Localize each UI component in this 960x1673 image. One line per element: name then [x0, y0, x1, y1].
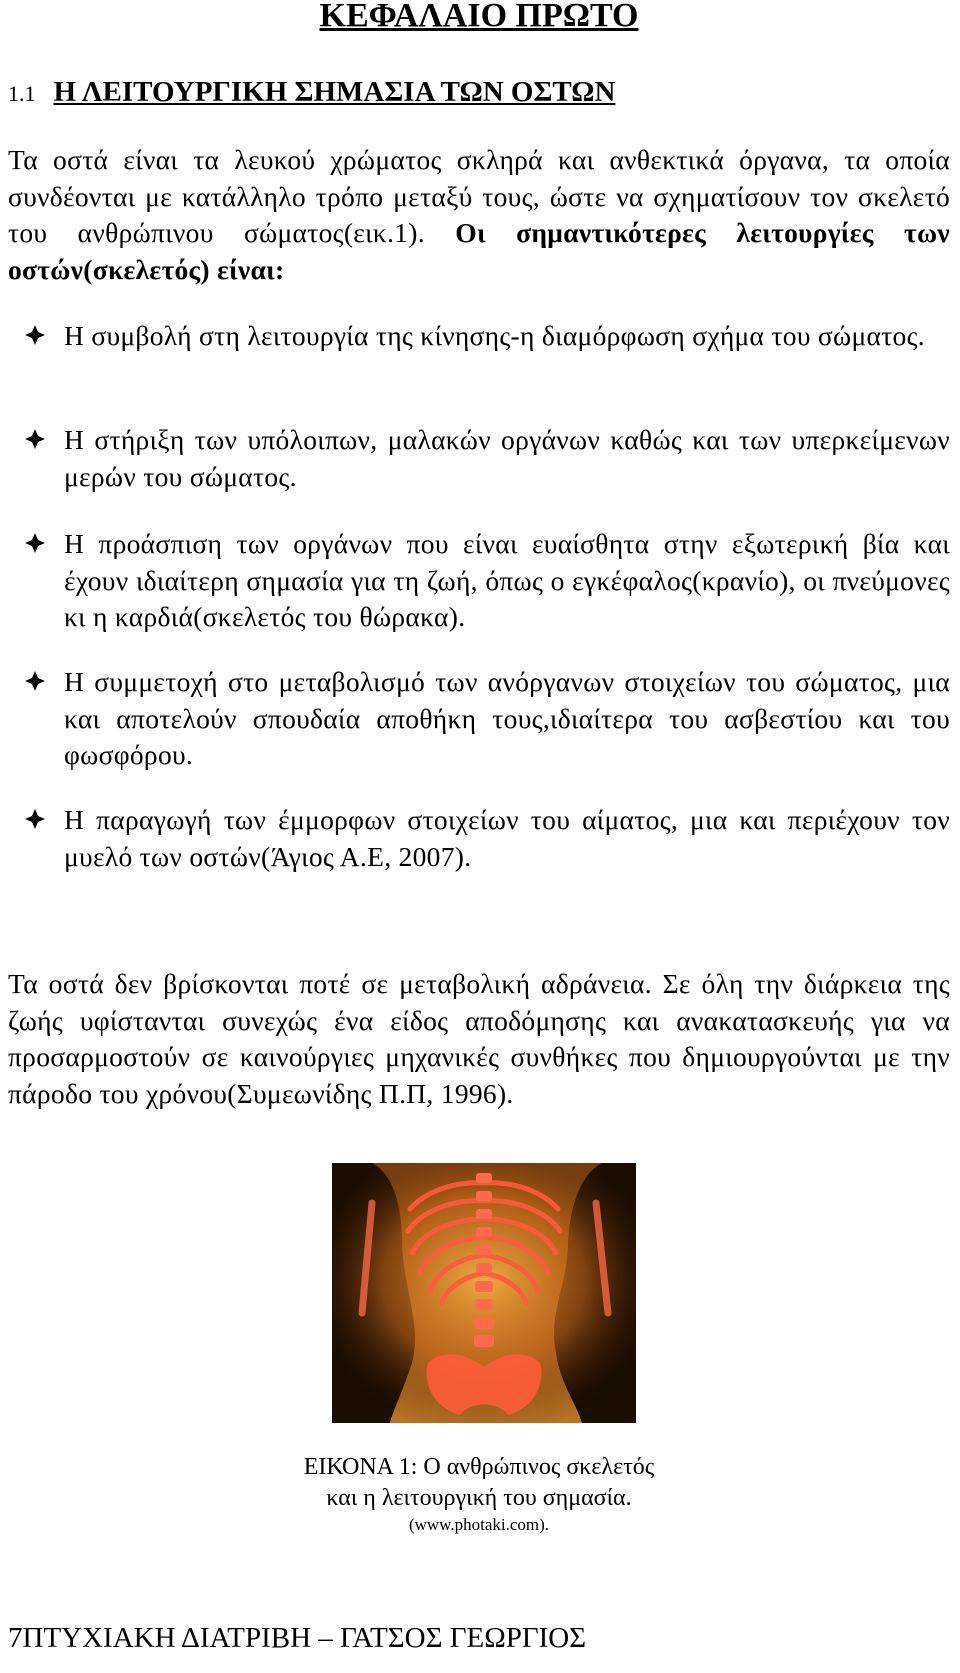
skeleton-figure	[332, 1163, 636, 1423]
figure-source: (www.photaki.com).	[408, 1515, 550, 1534]
closing-paragraph: Τα οστά δεν βρίσκονται ποτέ σε μεταβολική αδράνεια. Σε όλη την διάρκεια της ζωής υφίστανται συνεχώς ένα είδος αποδόμησης και ανακατασκευής για να προσαρμοστούν σε καινούργιες μηχανικές συνθήκες που δημιουργούνται με την πάροδο του χρόνου(Συμεωνίδης Π.Π, 1996).	[8, 968, 950, 1109]
page-footer: 7ΠΤΥΧΙΑΚΗ ΔΙΑΤΡΙΒΗ – ΓΑΤΣΟΣ ΓΕΩΡΓΙΟΣ	[8, 1622, 587, 1654]
skeleton-illustration-icon	[332, 1163, 636, 1423]
intro-text: Τα οστά είναι τα λευκού χρώματος σκληρά και ανθεκτικά όργανα, τα οποία συνδέονται με κατάλληλο τρόπο μεταξύ τους, ώστε να σχηματίσουν τον σκελετό του ανθρώπινου σώματος(εικ.1).	[8, 144, 950, 248]
diamond-bullet-icon	[24, 808, 46, 830]
diamond-bullet-icon	[24, 324, 46, 346]
figure-caption-line1: ΕΙΚΟΝΑ 1: Ο ανθρώπινος σκελετός	[303, 1454, 655, 1480]
list-item-text: Η συμμετοχή στο μεταβολισμό των ανόργανων στοιχείων του σώματος, μια και αποτελούν σπουδαία αποθήκη τους,ιδιαίτερα του ασβεστίου και του φωσφόρου.	[64, 666, 950, 770]
section-heading	[8, 74, 615, 112]
diamond-bullet-icon	[24, 428, 46, 450]
section-number: 1.1	[8, 81, 36, 106]
diamond-bullet-icon	[24, 532, 46, 554]
figure-caption-line2: και η λειτουργική του σημασία.	[326, 1485, 632, 1511]
section-title: Η ΛΕΙΤΟΥΡΓΙΚΗ ΣΗΜΑΣΙΑ ΤΩΝ ΟΣΤΩΝ	[53, 76, 616, 108]
diamond-bullet-icon	[24, 670, 46, 692]
list-item-text: Η στήριξη των υπόλοιπων, μαλακών οργάνων καθώς και των υπερκείμενων μερών του σώματος.	[64, 424, 950, 492]
list-item-text: Η προάσπιση των οργάνων που είναι ευαίσθητα στην εξωτερική βία και έχουν ιδιαίτερη σημασία για τη ζωή, όπως ο εγκέφαλος(κρανίο), οι πνεύμονες κι η καρδιά(σκελετός του θώρακα).	[64, 528, 950, 632]
intro-paragraph	[8, 142, 950, 288]
list-item-text: Η συμβολή στη λειτουργία της κίνησης-η διαμόρφωση σχήμα του σώματος.	[64, 320, 925, 351]
intro-bold-text: Οι σημαντικότερες λειτουργίες των οστών(σκελετός) είναι:	[8, 217, 951, 285]
chapter-title: ΚΕΦΑΛΑΙΟ ΠΡΩΤΟ	[319, 0, 639, 34]
list-item-text: Η παραγωγή των έμμορφων στοιχείων του αίματος, μια και περιέχουν τον μυελό των οστών(Άγιος Α.Ε, 2007).	[64, 804, 950, 872]
